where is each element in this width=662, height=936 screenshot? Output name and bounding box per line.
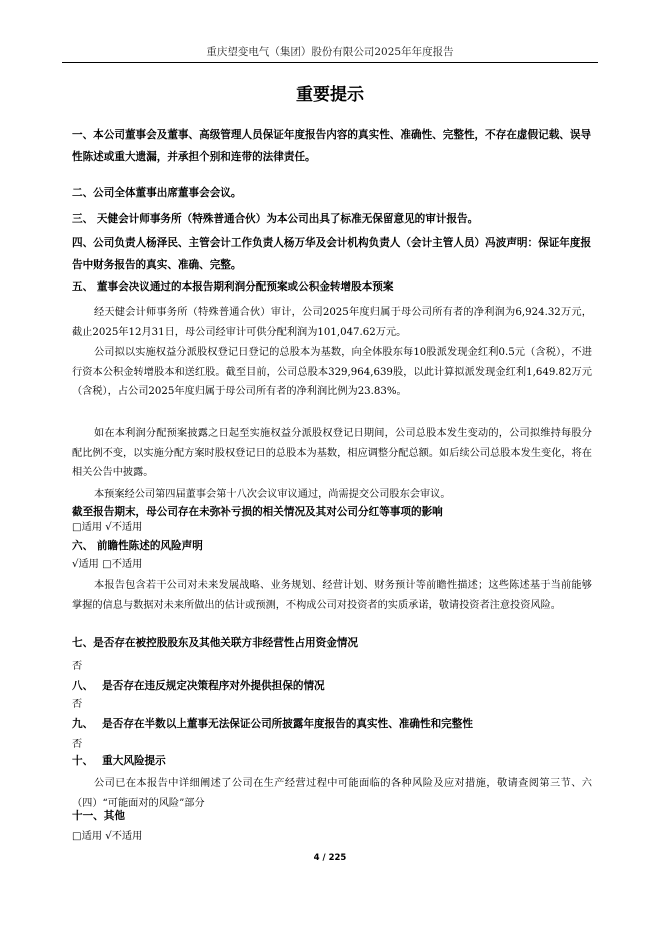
item-5-paragraph-4: 本预案经公司第四届董事会第十八次会议审议通过，尚需提交公司股东会审议。	[94, 489, 451, 500]
item-7-answer: 否	[72, 661, 83, 672]
header-divider	[62, 62, 598, 63]
item-8-answer: 否	[72, 699, 83, 710]
loss-heading: 截至报告期末，母公司存在未弥补亏损的相关情况及其对公司分红等事项的影响	[72, 506, 443, 518]
item-5-paragraph-1: 经天健会计师事务所（特殊普通合伙）审计，公司2025年度归属于母公司所有者的净利润为6,924.32万元，截止2025年12月31日，母公司经审计可供分配利润为101,047.62万元。	[72, 307, 592, 338]
item-3-statement: 三、 天健会计师事务所（特殊普通合伙）为本公司出具了标准无保留意见的审计报告。	[72, 213, 479, 225]
item-2-statement: 二、公司全体董事出席董事会会议。	[72, 187, 242, 199]
page-header: 重庆望变电气（集团）股份有限公司2025年年度报告	[206, 46, 454, 58]
item-11-applicability: □适用 √不适用	[72, 831, 143, 842]
item-6-heading: 六、 前瞻性陈述的风险声明	[72, 540, 203, 552]
page-title: 重要提示	[296, 85, 364, 105]
item-6-paragraph: 本报告包含若干公司对未来发展战略、业务规划、经营计划、财务预计等前瞻性描述；这些陈述基于当前能够掌握的信息与数据对未来所做出的估计或预测，不构成公司对投资者的实质承诺，敬请投资者注意投资风险。	[72, 580, 592, 611]
item-9-answer: 否	[72, 739, 83, 750]
item-10-heading: 十、 重大风险提示	[72, 755, 166, 767]
item-9-heading: 九、 是否存在半数以上董事无法保证公司所披露年度报告的真实性、准确性和完整性	[72, 718, 473, 730]
item-5-heading: 五、 董事会决议通过的本报告期利润分配预案或公积金转增股本预案	[72, 281, 394, 293]
item-6-applicability: √适用 □不适用	[72, 559, 143, 570]
item-5-paragraph-2: 公司拟以实施权益分派股权登记日登记的总股本为基数，向全体股东每10股派发现金红利0.5元（含税），不进行资本公积金转增股本和送红股。截至目前，公司总股本329,964,639股，以此计算拟派发现金红利1,649.82万元（含税），占公司2025年度归属于母公司所有者的净利润比例为23.83%。	[72, 347, 592, 397]
item-10-paragraph: 公司已在本报告中详细阐述了公司在生产经营过程中可能面临的各种风险及应对措施，敬请查阅第三节、六（四）“可能面对的风险”部分	[72, 778, 592, 809]
item-4-statement: 四、公司负责人杨泽民、主管会计工作负责人杨万华及会计机构负责人（会计主管人员）冯波声明：保证年度报告中财务报告的真实、准确、完整。	[72, 237, 592, 271]
item-7-heading: 七、是否存在被控股股东及其他关联方非经营性占用资金情况	[72, 637, 359, 649]
loss-applicability: □适用 √不适用	[72, 522, 143, 533]
item-8-heading: 八、 是否存在违反规定决策程序对外提供担保的情况	[72, 680, 325, 692]
item-5-paragraph-3: 如在本利润分配预案披露之日起至实施权益分派股权登记日期间，公司总股本发生变动的，公司拟维持每股分配比例不变，以实施分配方案时股权登记日的总股本为基数，相应调整分配总额。如后续公司总股本发生变化，将在相关公告中披露。	[72, 428, 592, 478]
item-11-heading: 十一、其他	[72, 810, 125, 822]
item-1-statement: 一、本公司董事会及董事、高级管理人员保证年度报告内容的真实性、准确性、完整性，不存在虚假记载、误导性陈述或重大遗漏，并承担个别和连带的法律责任。	[72, 129, 592, 163]
page-number: 4 / 225	[313, 853, 347, 863]
